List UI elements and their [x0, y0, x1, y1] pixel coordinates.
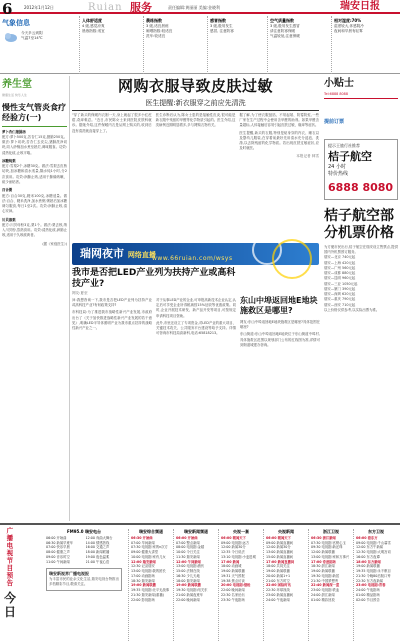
led-title: 我市是否把LED产业列为扶持产业或高科技产业?	[72, 268, 236, 290]
fm-line: 19:00 夜色温柔	[85, 554, 110, 559]
health-badge: 养生堂	[2, 79, 32, 90]
tv-program: 06:00 朝闻天下	[266, 535, 291, 540]
weather-box-line: 4 级,感觉凉爽	[82, 23, 105, 28]
tv-program: 15:00 新闻直播间	[266, 554, 294, 559]
tv-program: 23:00 电视剧:铁血	[311, 588, 340, 593]
tv-program: 13:10 电视剧:小麦进城	[221, 554, 256, 559]
tv-program: 18:00 动画城	[221, 564, 242, 569]
weather-box-line: 晾晒指数:较适宜	[146, 29, 173, 33]
tv-program: 21:30 今晚80后脱口秀	[356, 573, 391, 578]
tv-program: 07:30 电视剧:宫锁心玉	[311, 540, 346, 545]
right-article-line: 瑞安—广州 560元起	[324, 265, 356, 270]
tv-program: 18:00 东方新闻	[356, 559, 381, 564]
tv-program: 20:00 电视剧:借枪	[221, 583, 251, 588]
tv-program: 19:30 电视剧:闯关东	[176, 588, 208, 593]
main-byline: 本报记者 林雪	[296, 153, 319, 158]
fm-line: 21:00 午夜心语	[85, 559, 110, 564]
divider	[324, 98, 398, 99]
health-para	[2, 188, 67, 214]
tv-program: 21:30 瑞安新闻(重播)	[131, 592, 164, 597]
tv-program: 19:00 新闻联播	[176, 583, 201, 588]
tv-program: 12:00 瑞安新闻	[131, 559, 156, 564]
weather-box-title: 相对湿度:70%	[334, 18, 362, 23]
dongshan-para: 网友:东山中埠返回地E地块施救区是哪里?具体范围在哪里?	[240, 319, 320, 330]
banner-subtitle: 网络直播	[127, 250, 156, 259]
health-column	[0, 76, 70, 521]
tv-program: 18:30 浙江新闻	[311, 564, 335, 569]
tv-program: 19:00 新闻联播	[266, 569, 290, 574]
tv-program: 01:00 精品剧场	[356, 592, 380, 597]
ad-item1: 桔子航空	[328, 150, 372, 164]
fm-title: FM95.0 瑞安电台	[67, 529, 101, 534]
tv-program: 19:31 天气预报	[221, 573, 245, 578]
tv-channel-column	[263, 529, 308, 641]
tv-program: 21:30 中国梦想秀	[311, 578, 339, 583]
tv-program: 19:30 电视剧:新居	[311, 573, 340, 578]
tv-program: 02:00 节目预告	[356, 597, 380, 602]
main-para: 据了解,为了使衣服挺括、不易起皱、防霉防蛀,一些厂家在生产过程中会使用含甲醛的助剂。如果甲醛含量超标,人体接触后容易引起皮肤过敏、瘙痒等症状。	[239, 112, 320, 128]
weather-box-title: 人体舒适度	[82, 18, 102, 23]
banner-url[interactable]: www.66ruian.com/wsys	[152, 255, 233, 262]
tv-channel-name: 浙江卫视	[323, 529, 339, 534]
tv-channel-name: 央视一套	[233, 529, 249, 534]
right-article-line: 为方便市民出行,桔子航空在瑞安设立售票点,提供国内外机票预订服务。	[324, 244, 398, 254]
health-para	[2, 159, 67, 185]
tv-program: 09:00 健康大讲堂	[131, 550, 159, 555]
tv-program: 24:00 午夜新闻	[266, 597, 290, 602]
right-article-line: 瑞安—西安 710元起	[324, 302, 356, 307]
para-head: 百合粥	[2, 188, 13, 193]
tv-program: 17:00 新闻	[221, 559, 240, 564]
tv-program: 22:00 影视剧场	[131, 597, 155, 602]
tv-program: 22:40 新闻深一度	[311, 583, 340, 588]
tv-program: 06:00 看东方	[356, 535, 378, 540]
tv-program: 19:00 新闻联播	[131, 583, 156, 588]
tv-program: 21:00 东方时空	[266, 578, 290, 583]
weather-box-line: 夜间和早晨有轻雾	[334, 29, 363, 33]
health-badge-sub: 健康生活 快乐人生	[2, 92, 27, 97]
tv-program: 12:35 今日说法	[221, 550, 245, 555]
tv-channel-name: 瑞安新闻频道	[184, 529, 208, 534]
cloud-icon	[2, 31, 18, 43]
tv-program: 09:00 电视剧:远方	[221, 540, 250, 545]
tv-program: 06:00 朝闻天下	[221, 535, 246, 540]
wsys-banner	[72, 243, 319, 265]
tv-program: 06:30 浙江新闻	[311, 535, 336, 540]
tv-program: 17:00 动画剧场	[131, 573, 155, 578]
para-head: 萝卜杏仁猪肺汤	[2, 129, 26, 134]
led-para: 问:我想咨询一下,我市是否把LED产业列为扶持产业或高科技产业?有何政策支持?	[72, 297, 152, 307]
right-article-line: 瑞安—昆明 960元起	[324, 276, 356, 281]
main-para: "穿了新买的保暖内衣刚一天,身上就起了很多小红疙瘩,奇痒难忍。"近日,市民陈女士来到医院皮肤科就诊。据她介绍,这件保暖内衣是从网上购买的,收到后没有清洗就直接穿上了。	[72, 112, 152, 133]
tv-program: 21:00 新闻夜班车	[176, 592, 204, 597]
tv-program: 19:00 新闻联播	[221, 569, 245, 574]
tv-channel-column	[308, 529, 353, 641]
tv-program: 19:00 新闻联播	[356, 564, 380, 569]
tv-program: 24:00 浙江新闻	[311, 592, 335, 597]
tv-program: 22:00 晚间新闻	[176, 597, 200, 602]
para-text: 配方:雪梨2个,冰糖30克。做法:雪梨去皮核切块,加冰糖和清水适量,隔水炖1小时,分2次食用。功效:润肺止咳,适用于肺燥咳嗽、痰少而粘者。	[2, 164, 67, 185]
tv-guide	[0, 523, 400, 641]
tv-program: 18:00 共同关注	[266, 564, 290, 569]
tv-program: 17:00 新闻直播间	[266, 559, 295, 564]
tv-program: 12:00 新闻联播	[311, 550, 335, 555]
health-source: (据《家庭医生》)	[42, 241, 67, 246]
ad-item1-sub: 24 小时	[328, 163, 346, 170]
weather-box-line: 气温较低,注意保暖	[270, 34, 300, 39]
dongshan-para: 东山街道:东山中埠返回地E地块位于东山街道中埠村,具体施救区范围以规划部门公布的红线图为准,详情可到街道城建办咨询。	[240, 332, 320, 347]
tv-program: 22:00 国际时讯	[266, 583, 291, 588]
tv-program: 22:30 名家论坛	[221, 592, 245, 597]
tv-program: 07:00 整点新闻	[176, 540, 200, 545]
tv-program: 13:00 新闻直播间	[266, 550, 294, 555]
right-column	[322, 76, 400, 521]
fm-ad	[46, 568, 122, 590]
weather-box	[268, 16, 332, 74]
led-para: 此外,市里还设立了专项资金,对LED产业的重大项目、关键技术攻关、公共服务平台建设等给予支持。详情可咨询市科技局高新科,电话:65818213。	[156, 320, 236, 336]
date: 2012年1月12日	[24, 5, 54, 10]
weather-box-line: 感冒, 注意防寒	[210, 29, 234, 33]
tv-program: 09:30 电视剧:新还珠	[311, 545, 343, 550]
fm-line: 06:30 新闻早班车	[46, 540, 74, 545]
fm-line: 09:00 音乐时空	[46, 554, 70, 559]
tv-program: 06:00 开始曲	[176, 535, 198, 540]
led-para: 市科技局:为了推进我市战略性新兴产业发展,市政府出台了《关于加快推进战略性新兴产业发展的若干意见》,明确LED半导体照明产业为我市重点扶持的战略性新兴产业之一。	[72, 310, 152, 331]
weather-title: 气象信息	[2, 19, 30, 27]
weather-box	[332, 16, 400, 74]
weather-box-title: 感冒指数	[210, 18, 226, 23]
fm-line: 12:00 戏曲大舞台	[85, 535, 113, 540]
weather-box-line: 3 级,适宜晨练	[146, 23, 169, 28]
para-text: 配方:萝卜500克,苦杏仁15克,猪肺250克。做法:萝卜切块,苦杏仁去皮尖,猪肺洗净切块,同入砂锅加水煮至熟烂,调味服食。功效:清热化痰,止咳平喘。	[2, 134, 67, 155]
para-text: 配方:百合30克,粳米100克,冰糖适量。做法:百合、粳米洗净,加水煮粥,粥熟后加冰糖调匀服食,每日1至2次。功效:润肺止咳,清心安神。	[2, 193, 67, 214]
tv-program: 13:00 电视剧:我的团长	[131, 569, 166, 574]
main-subhead: 医生提醒:新衣服穿之前应先清洗	[145, 98, 246, 107]
paper-name: 瑞安日报	[340, 1, 380, 12]
editors: 责任编辑:黄丽丽 美编:金晓利	[168, 5, 220, 10]
tv-program: 13:00 电视剧:家和万事兴	[311, 554, 350, 559]
weather-main	[0, 16, 80, 74]
right-article-title: 桔子航空部分机票价格	[324, 208, 394, 241]
tv-program: 23:30 午夜剧场	[221, 597, 245, 602]
health-title: 慢性支气管炎食疗经验方(一)	[2, 102, 66, 123]
right-article-line: 瑞安—厦门 390元起	[324, 286, 356, 291]
weather-box	[208, 16, 268, 74]
banner-title-text: 瑞网夜市	[80, 247, 124, 260]
tv-program: 22:00 晚间新闻	[221, 588, 245, 593]
tv-program: 01:00 精彩回放	[311, 597, 335, 602]
weather-strip	[0, 16, 400, 74]
dongshan-title: 东山中埠返回地E地块施救区是哪里?	[240, 296, 318, 316]
tv-program: 12:00 新闻30分	[266, 545, 291, 550]
tv-program: 12:30 记录瑞安	[131, 564, 155, 569]
para-head: 冰糖炖梨	[2, 158, 16, 163]
weather-box-line: 洗车:较适宜	[146, 34, 166, 39]
section-title: 服务	[130, 1, 152, 14]
tips-tel: Tel:6888 8088	[324, 91, 348, 96]
right-article-line: 瑞安—成都 880元起	[324, 271, 356, 276]
tv-program: 12:30 电视剧:大明宫词	[356, 550, 391, 555]
ad-item1-sub2: 特价热线	[328, 170, 349, 177]
tv-channel-column	[353, 529, 398, 641]
tv-program: 23:00 电视剧:青春	[356, 583, 386, 588]
weather-box-line: 请注意防寒保暖	[270, 29, 296, 33]
tv-guide-today: 今日	[4, 591, 17, 620]
tv-program: 19:38 焦点访谈	[221, 578, 245, 583]
tv-program: 11:30 瑞安新闻	[176, 554, 200, 559]
weather-box	[80, 16, 144, 74]
tv-program: 20:00 新闻1+1	[266, 573, 291, 578]
fm-line: 16:00 交通之声	[85, 545, 110, 550]
fm-line: 08:00 健康之声	[46, 550, 70, 555]
tv-program: 13:00 电视剧:潜伏	[176, 564, 205, 569]
weather-today: 今天多云到阴	[21, 31, 43, 36]
tv-program: 12:00 午间新闻	[176, 559, 201, 564]
tv-guide-label	[4, 525, 18, 641]
weather-box-line: 3 级,极易发生感冒	[270, 23, 300, 28]
weather-box-line: 3 级,极易发生	[210, 23, 233, 28]
fm-ad-title: 瑞安新视界广播电视报	[49, 571, 89, 577]
tips-reminder: 提前订票	[324, 119, 345, 126]
tv-program: 24:00 午夜剧场	[356, 588, 380, 593]
tips-masthead: 小贴士	[324, 78, 354, 89]
right-article-line: 瑞安—北京 740元起	[324, 255, 356, 260]
tv-channel-column	[218, 529, 263, 641]
fm-line: 07:00 快乐早晨	[46, 545, 70, 550]
tv-channel-column	[128, 529, 173, 641]
tv-program: 17:00 奇迹剧场	[311, 559, 336, 564]
fm-ad-text: 为丰富市民的业余文化生活,瑞安电视台特推出多档精彩节目,敬请关注。	[49, 577, 119, 587]
tv-program: 12:00 东方午新闻	[356, 545, 384, 550]
tv-guide-vertical-title: 广播电视节目预告	[5, 527, 14, 587]
main-article	[72, 76, 319, 236]
dongshan-article	[240, 296, 320, 348]
tv-program: 06:30 开始曲	[131, 535, 153, 540]
main-para: 医生提醒,新买的衣服,特别是贴身穿的内衣、睡衣以及婴幼儿服装,在穿着前最好先用清水充分浸泡、洗涤,以去除残留的化学物质。若出现皮肤过敏症状,应及时就医。	[239, 130, 320, 151]
fm-schedule	[44, 529, 124, 641]
tv-program: 07:30 电视剧:家的n次方	[131, 545, 168, 550]
weather-box-title: 晨练指数	[146, 18, 162, 23]
ad-box	[324, 139, 398, 200]
tv-program: 08:00 电视剧:金婚	[176, 545, 205, 550]
right-article-line: 瑞安—深圳 620元起	[324, 292, 356, 297]
main-para: 医生诊断后认为,陈女士患的是接触性皮炎,很可能是新衣服中残留的甲醛等化学物质引起的。医生介绍,这类病例近期明显增多,多与网购衣物有关。	[155, 112, 236, 128]
weather-box-title: 空气质量指数	[270, 18, 294, 23]
divider	[2, 124, 67, 127]
right-article-line: 瑞安—上海 420元起	[324, 260, 356, 265]
page-number: 6	[2, 0, 13, 18]
ad-guide-title: 提示王旅行社推荐	[328, 142, 360, 148]
health-para	[2, 218, 67, 239]
tv-channel-name: 东方卫视	[368, 529, 384, 534]
masthead	[0, 0, 400, 18]
tv-program: 12:00 新闻30分	[221, 545, 246, 550]
fm-line: 14:00 情感热线	[85, 540, 110, 545]
right-article-line: 瑞安—重庆 790元起	[324, 297, 356, 302]
tv-program: 07:00 早间新闻	[131, 540, 155, 545]
weather-box-line: 晨练指数:适宜	[82, 29, 105, 33]
tv-program: 18:00 瑞安新闻	[176, 578, 200, 583]
ruian-logo: Ruian	[88, 2, 123, 13]
banner-title	[80, 246, 156, 262]
para-head: 川贝蒸梨	[2, 217, 16, 222]
tv-program: 09:00 电视剧:千山暮雪	[356, 540, 391, 545]
tv-program: 22:30 东方夜新闻	[356, 578, 384, 583]
ad-phone: 6888 8080	[328, 181, 394, 195]
fm-line: 06:00 开始曲	[46, 535, 67, 540]
tv-program: 19:00 新闻联播	[311, 569, 335, 574]
led-byline: 网友:夏至	[72, 290, 88, 295]
tv-program: 10:00 今日关注	[176, 550, 200, 555]
tv-program: 22:30 环球视线	[266, 588, 290, 593]
tv-program: 19:35 电视剧:永不瞑目	[356, 569, 391, 574]
weather-box	[144, 16, 208, 74]
tv-program: 19:35 电视剧:北平无战事	[131, 588, 170, 593]
tv-channel-name: 央视新闻	[278, 529, 294, 534]
right-article-line: 瑞安—三亚 1050元起	[324, 281, 358, 286]
fm-line: 18:00 新闻联播	[85, 550, 110, 555]
tv-program: 09:00 新闻直播间	[266, 540, 294, 545]
fm-line: 11:00 午间新闻	[46, 559, 70, 564]
right-article-line: 以上价格仅供参考,以实际出票为准。	[324, 307, 380, 312]
main-headline: 网购衣服导致皮肤过敏	[117, 77, 273, 95]
para-text: 配方:川贝母粉3克,梨1个。做法:梨去核,纳入川贝粉,蒸熟食用。功效:清热化痰,润肺止咳,适用于久咳痰黄者。	[2, 222, 67, 238]
tv-channel-column	[173, 529, 218, 641]
divider	[72, 110, 319, 111]
tv-program: 15:00 法制在线	[176, 569, 200, 574]
weather-temp: 气温7至14℃	[21, 36, 43, 41]
tv-program: 23:00 新闻直播间	[266, 592, 294, 597]
led-para: 对于从事LED产业的企业,可申报高新技术企业认定,认定后可享受企业所得税减按15%征收等优惠政策。同时,企业开展技术研发、新产品开发等项目,可按规定申请科技项目资助。	[156, 297, 236, 318]
tv-program: 16:00 东方夜谭	[356, 554, 380, 559]
tv-program: 18:30 瑞安新闻	[131, 578, 155, 583]
health-para	[2, 130, 67, 156]
tv-channel-name: 瑞安综合频道	[139, 529, 163, 534]
weather-box-line: 湿度较大,体感阴冷	[334, 23, 364, 28]
tv-program: 10:00 电视剧:家有儿女	[131, 554, 166, 559]
tv-program: 16:30 少儿天地	[176, 573, 200, 578]
